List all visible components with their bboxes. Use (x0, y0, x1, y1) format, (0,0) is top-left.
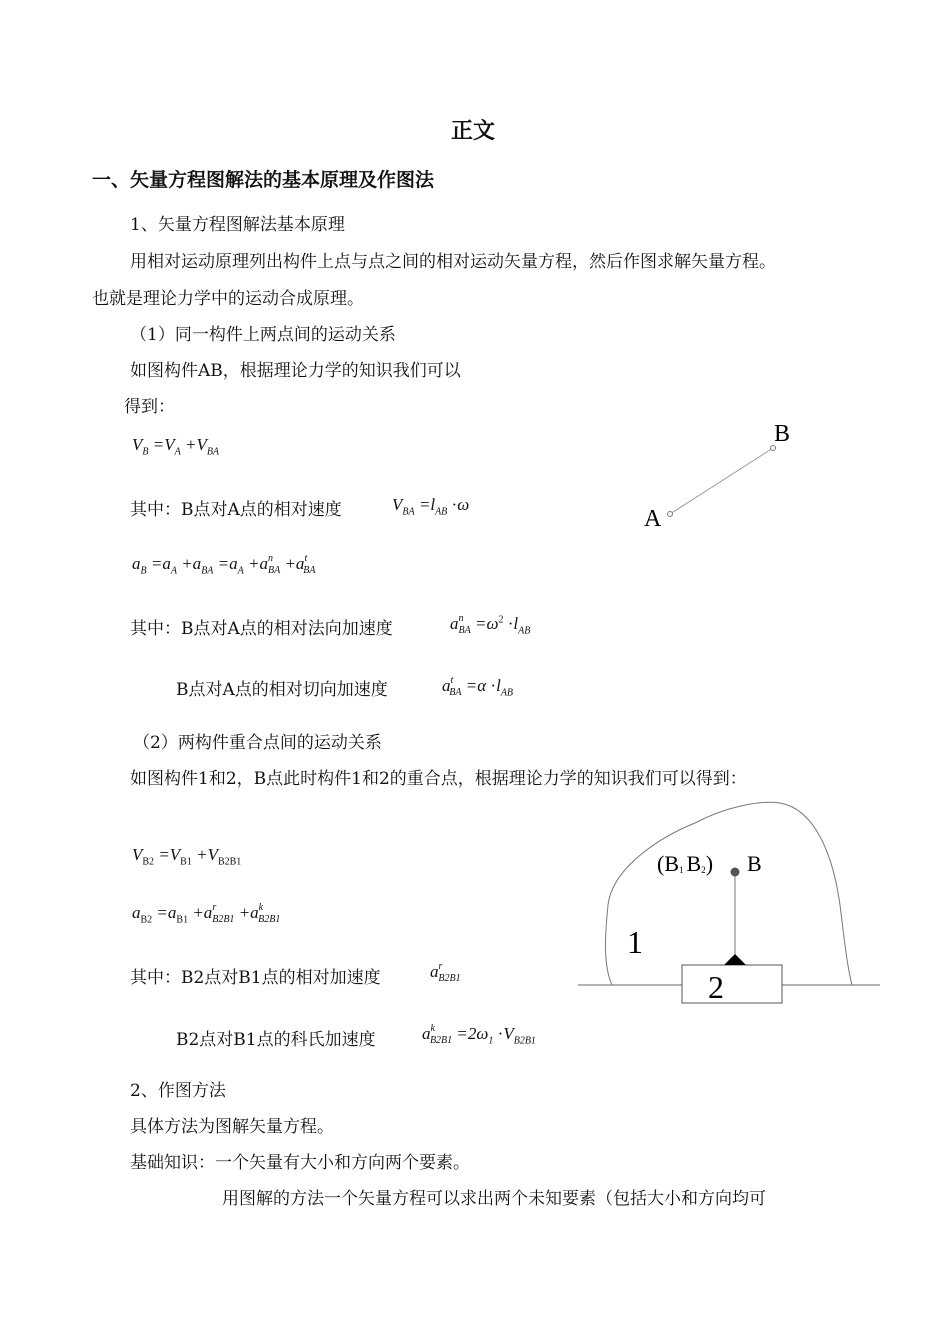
equation-vb2: $V_{B2} =V_{B1} +V_{B2B1}$ (132, 845, 242, 868)
joint-triangle (724, 954, 746, 965)
intro-line-2: 也就是理论力学中的运动合成原理。 (92, 289, 364, 309)
label-b1: B (664, 851, 680, 876)
equation-ab: $a_B =a_A +a_{BA} =a_A +a^n_{BA} +a^t_{BA}$ (132, 553, 316, 577)
point-a-label: A (644, 506, 662, 532)
coincident-label (657, 851, 713, 876)
tangent-accel-note: B点对A点的相对切向加速度 (176, 680, 388, 700)
part1-text-1: 如图构件AB，根据理论力学的知识我们可以 (130, 361, 461, 381)
figure-coincident-point (575, 795, 885, 1015)
label-b1-sub: 1 (679, 865, 684, 875)
part2-text: 如图构件1和2，B点此时构件1和2的重合点，根据理论力学的知识我们可以得到： (130, 769, 747, 789)
part1-text-2: 得到： (124, 397, 175, 417)
point-a-marker (668, 512, 673, 517)
method-line-2: 基础知识：一个矢量有大小和方向两个要素。 (130, 1153, 470, 1173)
link-2-label: 2 (708, 969, 724, 1005)
part2-heading: （2）两构件重合点间的运动关系 (133, 733, 382, 753)
link-1-label: 1 (627, 924, 643, 960)
figure-link-ab (630, 410, 810, 540)
normal-accel-note: 其中：B点对A点的相对法向加速度 (130, 619, 393, 639)
velocity-note: 其中：B点对A点的相对速度 (130, 500, 342, 520)
open-paren: ( (657, 851, 665, 876)
point-b-label: B (774, 421, 791, 447)
method-line-3: 用图解的方法一个矢量方程可以求出两个未知要素（包括大小和方向均可 (222, 1189, 766, 1209)
subsection-heading-principle: 1、矢量方程图解法基本原理 (130, 215, 345, 235)
equation-abn: $a^n_{BA} =\omega^2 \cdot l_{AB}$ (450, 613, 531, 637)
equation-ab2: $a_{B2} =a_{B1} +a^r_{B2B1} +a^k_{B2B1}$ (132, 902, 281, 926)
label-b2-sub: 2 (701, 865, 706, 875)
point-b-label-2: B (747, 851, 762, 876)
close-paren: ) (705, 851, 714, 876)
equation-vb: $V_B =V_A +V_{BA}$ (132, 435, 220, 458)
equation-vba: $V_{BA} =l_{AB} \cdot\omega$ (392, 495, 470, 518)
link-ab-line (670, 448, 773, 514)
coriolis-note: B2点对B1点的科氏加速度 (176, 1030, 376, 1050)
slider-block-2 (682, 965, 782, 1003)
label-b2: B (686, 851, 702, 876)
subsection-heading-method: 2、作图方法 (130, 1081, 226, 1101)
section-heading: 一、矢量方程图解法的基本原理及作图法 (92, 169, 435, 191)
intro-line-1: 用相对运动原理列出构件上点与点之间的相对运动矢量方程，然后作图求解矢量方程。 (130, 252, 776, 272)
relative-accel-note: 其中：B2点对B1点的相对加速度 (130, 968, 381, 988)
equation-abt: $a^t_{BA} =\alpha \cdot l_{AB}$ (442, 675, 514, 699)
part1-heading: （1）同一构件上两点间的运动关系 (130, 325, 396, 345)
method-line-1: 具体方法为图解矢量方程。 (130, 1117, 334, 1137)
equation-ak: $a^k_{B2B1} =2\omega_1 \cdot V_{B2B1}$ (422, 1023, 536, 1047)
page-title: 正文 (451, 119, 496, 144)
point-b-pin (731, 868, 740, 877)
symbol-ar: $a^r_{B2B1}$ (430, 961, 461, 985)
